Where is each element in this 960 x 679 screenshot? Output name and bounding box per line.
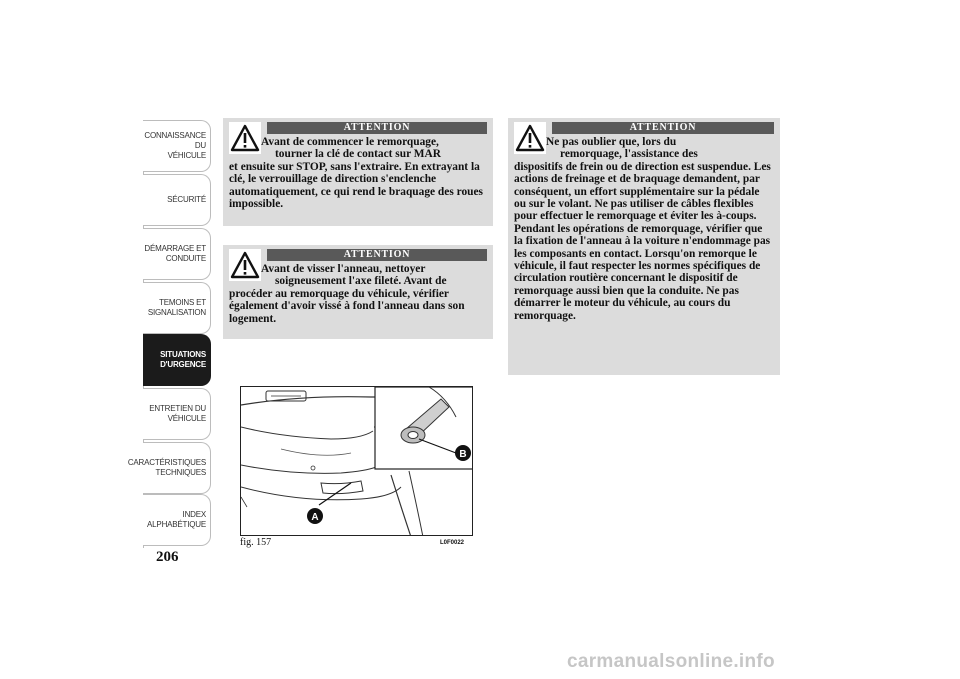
warning-triangle-icon bbox=[229, 122, 261, 154]
warning-triangle-icon bbox=[514, 122, 546, 154]
tab-temoins-et-signalisation[interactable] bbox=[143, 282, 211, 334]
tab-securite[interactable] bbox=[143, 174, 211, 226]
warning-text-line: Avant de visser l'anneau, nettoyer bbox=[261, 263, 426, 275]
tab-label: ENTRETIEN DU VÉHICULE bbox=[149, 404, 206, 423]
warning-triangle-icon bbox=[229, 249, 261, 281]
warning-text-line: soigneusement l'axe fileté. Avant de bbox=[275, 275, 447, 288]
warning-text-line: remorquage, l'assistance des bbox=[560, 148, 698, 161]
tab-label: SITUATIONS D'URGENCE bbox=[160, 350, 206, 369]
warning-box-ignition bbox=[223, 118, 493, 226]
warning-text bbox=[514, 136, 774, 322]
warning-text-body: et ensuite sur STOP, sans l'extraire. En extrayant la clé, le verrouillage de direction s'enclenche automatiquement, ce qui rend le braquage des roues impossible. bbox=[229, 160, 483, 211]
figure-code: L0F0022 bbox=[440, 540, 465, 546]
warning-text-body: dispositifs de frein ou de direction est suspendue. Les actions de freinage et de braquage demandent, par conséquent, un effort supplémentaire sur la pédale ou sur le volant. Ne pas utiliser de câbles flexibles pour effectuer le remorquage et éviter les à-coups. Pendant les opérations de remorquage, vérifier que la fixation de l'anneau à la voiture n'endommage pas les composants en contact. Lorsqu'on remorque le véhicule, il faut respecter les normes spécifiques de circulation routière concernant le dispositif de remorquage aussi bien que la conduite. Ne pas démarrer le moteur du véhicule, au cours du remorquage. bbox=[514, 160, 771, 322]
callout-b-label: B bbox=[459, 449, 467, 460]
tab-label: CONNAISSANCE DU VÉHICULE bbox=[144, 131, 206, 160]
tab-caracteristiques-techniques[interactable] bbox=[127, 442, 211, 494]
warning-text-body: procéder au remorquage du véhicule, vérifier également d'avoir vissé à fond l'anneau dans son logement. bbox=[229, 287, 465, 325]
warning-title: ATTENTION bbox=[267, 122, 487, 134]
callout-a-label: A bbox=[311, 512, 319, 523]
warning-title: ATTENTION bbox=[267, 249, 487, 261]
figure-towing-eye bbox=[240, 386, 473, 536]
tab-label: DÉMARRAGE ET CONDUITE bbox=[144, 244, 206, 263]
warning-text-line: tourner la clé de contact sur MAR bbox=[275, 148, 441, 161]
warning-text-line: Ne pas oublier que, lors du bbox=[546, 136, 677, 148]
towing-illustration bbox=[241, 387, 473, 536]
warning-text bbox=[229, 263, 487, 325]
tab-situations-d-urgence[interactable] bbox=[143, 334, 211, 386]
tab-entretien-du-vehicule[interactable] bbox=[143, 388, 211, 440]
tab-label: TEMOINS ET SIGNALISATION bbox=[147, 298, 206, 317]
tab-label: SÉCURITÉ bbox=[167, 195, 206, 204]
tab-label: CARACTÉRISTIQUES TECHNIQUES bbox=[127, 458, 206, 477]
warning-text-line: Avant de commencer le remorquage, bbox=[261, 136, 439, 148]
tab-demarrage-et-conduite[interactable] bbox=[143, 228, 211, 280]
warning-title: ATTENTION bbox=[552, 122, 774, 134]
warning-box-towing-safety bbox=[508, 118, 780, 375]
watermark-footer[interactable]: carmanualsonline.info bbox=[567, 651, 775, 672]
tab-label: INDEX ALPHABÉTIQUE bbox=[147, 510, 206, 529]
tab-index-alphabetique[interactable] bbox=[143, 494, 211, 546]
figure-caption: fig. 157 bbox=[240, 537, 272, 548]
page-number: 206 bbox=[156, 549, 179, 565]
tab-connaissance-du-vehicule[interactable] bbox=[143, 120, 211, 172]
warning-box-towing-eye bbox=[223, 245, 493, 339]
warning-text bbox=[229, 136, 487, 210]
